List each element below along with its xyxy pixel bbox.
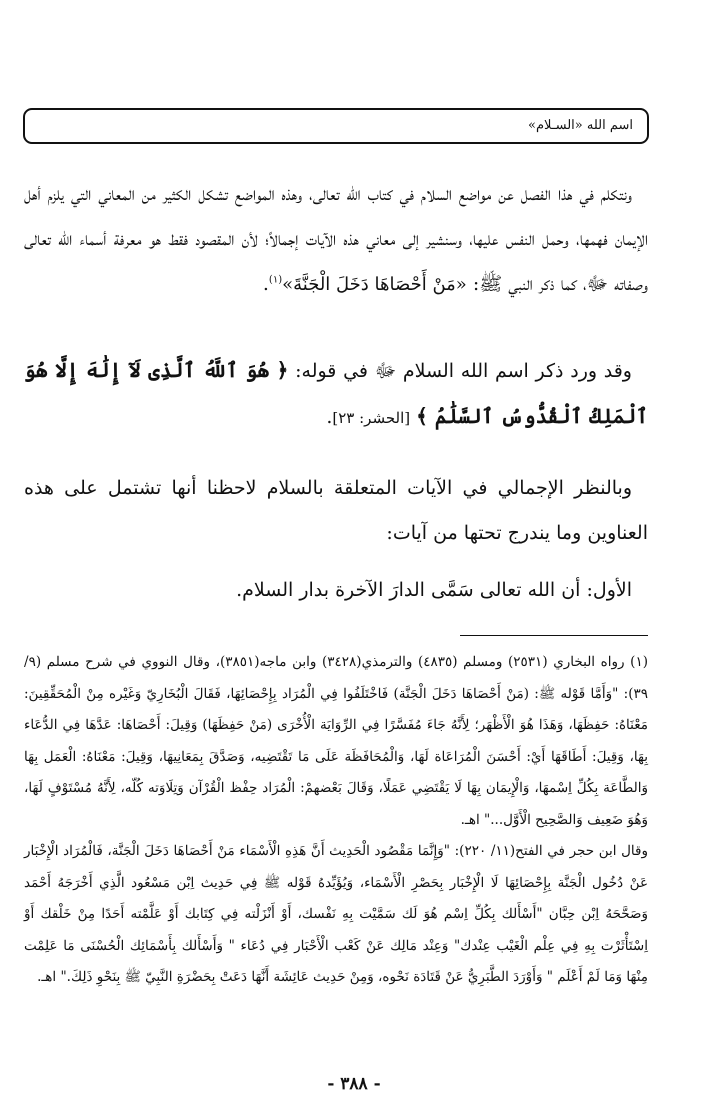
verse-reference: [الحشر: ٢٣] xyxy=(332,409,411,427)
paragraph-verse-end: . xyxy=(326,406,333,428)
footnote-paragraph-2: وقال ابن حجر في الفتح(١١/ ٢٢٠): "وَإِنَّمَا مَقْصُود الْحَدِيث أَنَّ هَذِهِ الْأَسْمَاء مَنْ أَحْصَاهَا دَخَلَ الْجَنَّة، فَالْمُرَاد الْإِخْبَار عَنْ دُخُول الْجَنَّة بِإِحْصَائِهَا لَا الْإِخْبَار بِحَصْرِ الْأَسْمَاء، وَيُؤَيِّدهُ قَوْله ﷺ فِي حَدِيث اِبْن مَسْعُود الَّذِي أَخْرَجَهُ أَحْمَد وَصَحَّحَهُ اِبْن حِبَّان "أَسْأَلك بِكُلِّ اِسْم هُوَ لَك سَمَّيْت بِهِ نَفْسك، أَوْ أَنْزَلْته فِي كِتَابك أَوْ عَلَّمْته أَحَدًا مِنْ خَلْقك أَوْ اِسْتَأْثَرْت بِهِ فِي عِلْم الْغَيْب عِنْدك" وَعِنْد مَالِك عَنْ كَعْب الْأَحْبَار فِي دُعَاء " وَأَسْأَلك بِأَسْمَائِك الْحُسْنَى مَا عَلِمْت مِنْهَا وَمَا لَمْ أَعْلَم " وَأَوْرَدَ الطَّبَرِيُّ عَنْ قَتَادَة نَحْوه، وَمِنْ حَدِيث عَائِشَة أَنَّهَا دَعَتْ بِحَضْرَةِ النَّبِيّ ﷺ بِنَحْوِ ذَلِكَ." اهـ. xyxy=(24,843,648,985)
footnote-block xyxy=(24,647,648,994)
paragraph-intro xyxy=(24,172,648,307)
hadith-quote: «مَنْ أَحْصَاهَا دَخَلَ الْجَنَّةَ» xyxy=(282,274,467,295)
quran-verse: ﴿ هُوَ ٱللَّهُ ٱلَّذِى لَآ إِلَٰهَ إِلَّا هُوَ ٱلْمَلِكُ ٱلْقُدُّوسُ ٱلسَّلَٰمُ ﴾ xyxy=(24,358,648,428)
running-header-box xyxy=(23,108,649,144)
footnote-paragraph-1: (١) رواه البخاري (٢٥٣١) ومسلم (٤٨٣٥) والترمذي(٣٤٢٨) وابن ماجه(٣٨٥١)، وقال النووي في شرح مسلم (٩/ ٣٩): "وَأَمَّا قَوْله ﷺ: (مَنْ أَحْصَاهَا دَخَلَ الْجَنَّة) فَاخْتَلَفُوا فِي الْمُرَاد بِإِحْصَائِهَا، فَقَالَ الْبُخَارِيّ وَغَيْره مِنْ الْمُحَقِّقِينَ: مَعْنَاهُ: حَفِظَهَا، وَهَذَا هُوَ الْأَظْهَر؛ لِأَنَّهُ جَاءَ مُفَسَّرًا فِي الرِّوَايَة الْأُخْرَى (مَنْ حَفِظَهَا) وَقِيلَ: أَحْصَاهَا: عَدَّهَا فِي الدُّعَاء بِهَا، وَقِيلَ: أَطَاقَهَا أَيْ: أَحْسَنَ الْمُرَاعَاة لَهَا، وَالْمُحَافَظَة عَلَى مَا تَقْتَضِيه، وَصَدَّقَ بِمَعَانِيهَا، وَقِيلَ: مَعْنَاهُ: الْعَمَل بِهَا وَالطَّاعَة بِكُلِّ اِسْمهَا، وَالْإِيمَان بِهَا لَا يَقْتَضِي عَمَلًا، وَقَالَ بَعْضهمْ: الْمُرَاد حِفْظ الْقُرْآن وَتِلَاوَته كُلّه، لِأَنَّهُ مُسْتَوْفٍ لَهَا، وَهُوَ ضَعِيف وَالصَّحِيح الْأَوَّل..." اهـ. xyxy=(24,654,648,828)
footnote-reference[interactable]: (١) xyxy=(268,274,283,286)
paragraph-intro-text: ونتكلم في هذا الفصل عن مواضع السلام في كتاب الله تعالى، وهذه المواضع تشكل الكثير من المعاني التي يلزم أهل الإيمان فهمها، وحمل النفس عليها، وسنشير إلى معاني هذه الآيات إجمالاً؛ لأن المقصود فقط هو معرفة أسماء الله تعالى وصفاته ﷻ، كما ذكر النبي ﷺ: xyxy=(24,183,648,295)
paragraph-overview: وبالنظر الإجمالي في الآيات المتعلقة بالسلام لاحظنا أنها تشتمل على هذه العناوين وما يندرج تحتها من آيات: xyxy=(24,477,648,544)
page-number: - ٣٨٨ - xyxy=(327,1074,381,1094)
paragraph-first-point: الأول: أن الله تعالى سَمَّى الدارَ الآخرة بدار السلام. xyxy=(236,579,632,601)
running-header-title: اسم الله «السـلام» xyxy=(528,118,633,133)
paragraph-verse xyxy=(24,348,648,441)
footnote-divider xyxy=(460,635,648,636)
paragraph-verse-text: وقد ورد ذكر اسم الله السلام ﷻ في قوله: xyxy=(288,360,632,382)
paragraph-intro-end: . xyxy=(262,273,269,295)
